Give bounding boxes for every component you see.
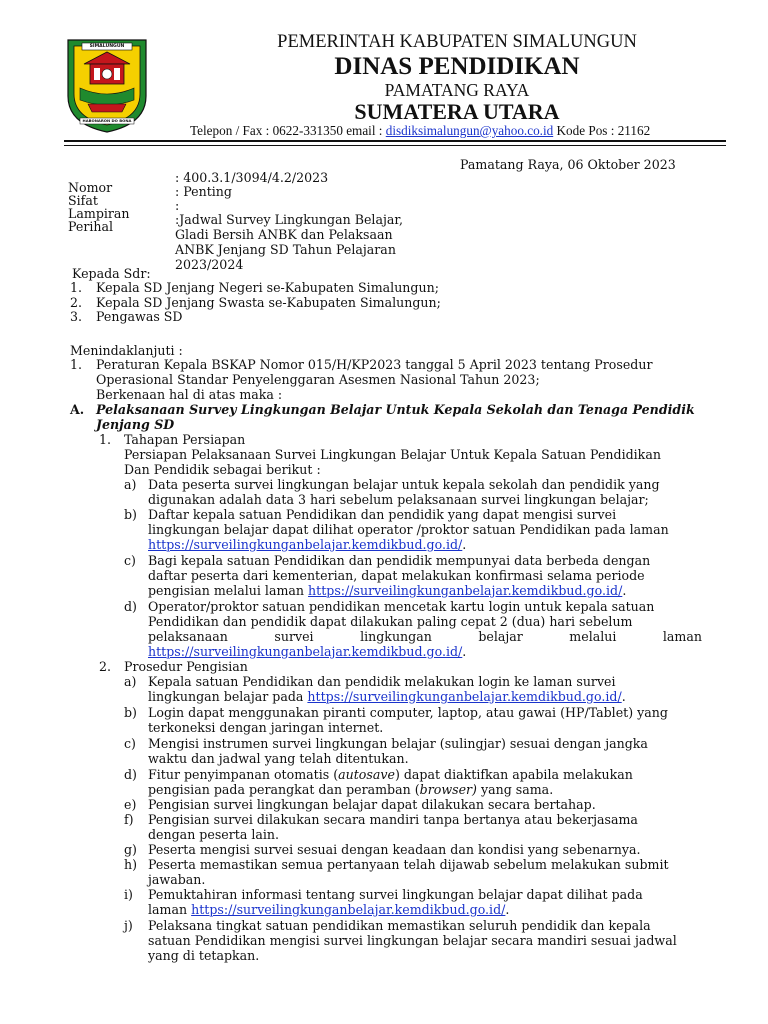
sub2-g-letter: g) [124, 842, 137, 857]
sub1-d-letter: d) [124, 599, 137, 614]
sub2-d-line2 [148, 782, 553, 798]
logo-bottom-text: HABONARON DO BONA [82, 118, 132, 123]
sub1-intro-line2: Dan Pendidik sebagai berikut : [124, 462, 321, 477]
sub2-title: Prosedur Pengisian [124, 659, 248, 674]
sub2-f-line2: dengan peserta lain. [148, 827, 280, 842]
sub1-intro-line1: Persiapan Pelaksanaan Survei Lingkungan Belajar Untuk Kepala Satuan Pendidikan [124, 447, 661, 462]
letterhead-province: SUMATERA UTARA [354, 99, 560, 124]
sub1-c-line3-text: pengisian melalui laman [148, 583, 309, 598]
letterhead-government: PEMERINTAH KABUPATEN SIMALUNGUN [277, 32, 637, 52]
sub1-a-letter: a) [124, 477, 137, 492]
sub2-c-line2: waktu dan jadwal yang telah ditentukan. [148, 751, 409, 766]
sub1-c-line3 [148, 583, 626, 599]
recipient-3: Pengawas SD [96, 309, 183, 324]
sub2-b-line1: Login dapat menggunakan piranti computer, laptop, atau gawai (HP/Tablet) yang [148, 705, 668, 720]
sub2-j-line3: yang di tetapkan. [148, 948, 260, 963]
sub2-b-letter: b) [124, 705, 137, 720]
letterhead-agency: DINAS PENDIDIKAN [334, 53, 580, 80]
intro-line1: Peraturan Kepala BSKAP Nomor 015/H/KP2023 tanggal 5 April 2023 tentang Prosedur [96, 357, 653, 372]
sub1-b-line1 [148, 507, 702, 523]
sub2-d-browser: browser) [419, 782, 477, 797]
sub2-h-line2: jawaban. [148, 872, 206, 887]
sub1-b-line2: lingkungan belajar dapat dilihat operator /proktor satuan Pendidikan pada laman [148, 522, 669, 537]
meta-label-sifat: Sifat [68, 193, 98, 208]
sub1-c-period: . [622, 583, 627, 598]
sub2-i-period: . [505, 902, 510, 917]
sub2-a-period: . [621, 689, 626, 704]
sub2-a-line1-text: Kepala satuan Pendidikan dan pendidik melakukan login ke laman survei [148, 674, 616, 689]
sub2-a-line2-text: lingkungan belajar pada [148, 689, 308, 704]
meta-label-perihal: Perihal [68, 219, 114, 234]
sub2-number: 2. [99, 659, 112, 674]
sub1-title: Tahapan Persiapan [124, 432, 246, 447]
sub2-j-line2: satuan Pendidikan mengisi survei lingkungan belajar secara mandiri sesuai jadwal [148, 933, 677, 948]
intro-line2: Operasional Standar Penyelenggaran Asesmen Nasional Tahun 2023; [96, 372, 540, 387]
recipients-heading: Kepada Sdr: [72, 266, 151, 281]
sub1-d-word: laman [662, 629, 702, 644]
sub1-c-line1: Bagi kepala satuan Pendidikan dan pendidik mempunyai data berbeda dengan [148, 553, 651, 568]
sub1-c-letter: c) [124, 553, 136, 568]
section-a-title-line2: Jenjang SD [96, 417, 175, 432]
survey-url-link[interactable]: https://surveilingkunganbelajar.kemdikbud.go.id/ [148, 644, 463, 659]
meta-lampiran-value: : [175, 198, 180, 213]
sub1-d-word: melalui [569, 629, 617, 644]
sub1-d-line3 [148, 629, 702, 645]
survey-url-link[interactable]: https://surveilingkunganbelajar.kemdikbud.go.id/ [308, 583, 623, 598]
sub2-i-line2-text: laman [148, 902, 192, 917]
contact-phone: Telepon / Fax : 0622-331350 email : [190, 123, 386, 138]
sub2-d-autosave: autosave [338, 767, 395, 782]
letterhead-divider [64, 140, 726, 146]
meta-perihal-line2: Gladi Bersih ANBK dan Pelaksaan [175, 227, 393, 242]
sub2-e-line1: Pengisian survei lingkungan belajar dapat dilakukan secara bertahap. [148, 797, 596, 812]
sub1-b-line3 [148, 537, 466, 553]
sub1-c-line2: daftar peserta dari kementerian, dapat melakukan konfirmasi selama periode [148, 568, 645, 583]
sub2-d-letter: d) [124, 767, 137, 782]
sub2-i-line2 [148, 902, 509, 918]
sub2-a-letter: a) [124, 674, 137, 689]
sub2-i-line1: Pemuktahiran informasi tentang survei lingkungan belajar dapat dilihat pada [148, 887, 643, 902]
intro-line3: Berkenaan hal di atas maka : [96, 387, 283, 402]
sub2-d-line1-b: ) dapat diaktifkan apabila melakukan [394, 767, 633, 782]
meta-perihal-line3: ANBK Jenjang SD Tahun Pelajaran [175, 242, 396, 257]
sub1-d-word: pelaksanaan [148, 629, 228, 644]
sub1-number: 1. [99, 432, 112, 447]
sub2-a-line1 [148, 674, 702, 690]
sub1-b-letter: b) [124, 507, 137, 522]
intro-item-number: 1. [70, 357, 83, 372]
sub2-d-line2-a: pengisian pada perangkat dan peramban ( [148, 782, 420, 797]
letterhead-contact [190, 123, 650, 139]
sub2-a-line2 [148, 689, 626, 705]
place-date: Pamatang Raya, 06 Oktober 2023 [460, 157, 676, 172]
sub1-d-period: . [462, 644, 467, 659]
contact-email-link[interactable]: disdiksimalungun@yahoo.co.id [385, 123, 554, 138]
sub1-b-line1-text: Daftar kepala satuan Pendidikan dan pendidik yang dapat mengisi survei [148, 507, 617, 522]
sub1-d-line2 [148, 614, 702, 630]
letterhead-city: PAMATANG RAYA [384, 80, 530, 100]
sub2-d-line1-a: Fitur penyimpanan otomatis ( [148, 767, 339, 782]
sub1-d-word: lingkungan [360, 629, 432, 644]
sub2-d-line1 [148, 767, 633, 783]
survey-url-link[interactable]: https://surveilingkunganbelajar.kemdikbud.go.id/ [307, 689, 622, 704]
sub1-a-line1: Data peserta survei lingkungan belajar untuk kepala sekolah dan pendidik yang [148, 477, 660, 492]
section-a-title-line1: Pelaksanaan Survey Lingkungan Belajar Untuk Kepala Sekolah dan Tenaga Pendidik [96, 402, 695, 417]
recipient-1: Kepala SD Jenjang Negeri se-Kabupaten Simalungun; [96, 280, 439, 295]
recipient-3-number: 3. [70, 309, 83, 324]
sub2-c-line1: Mengisi instrumen survei lingkungan belajar (sulingjar) sesuai dengan jangka [148, 736, 648, 751]
meta-perihal-line4: 2023/2024 [175, 257, 244, 272]
meta-sifat-value: : Penting [175, 184, 232, 199]
sub2-g-line1: Peserta mengisi survei sesuai dengan keadaan dan kondisi yang sebenarnya. [148, 842, 641, 857]
sub2-h-line1: Peserta memastikan semua pertanyaan telah dijawab sebelum melakukan submit [148, 857, 669, 872]
sub2-j-line1: Pelaksana tingkat satuan pendidikan memastikan seluruh pendidik dan kepala [148, 918, 651, 933]
sub1-d-line2-text: Pendidikan dan pendidik dapat dilakukan paling cepat 2 (dua) hari sebelum [148, 614, 633, 629]
recipient-2: Kepala SD Jenjang Swasta se-Kabupaten Simalungun; [96, 295, 441, 310]
sub2-h-letter: h) [124, 857, 138, 872]
meta-label-lampiran: Lampiran [68, 206, 130, 221]
survey-url-link[interactable]: https://surveilingkunganbelajar.kemdikbud.go.id/ [148, 537, 463, 552]
sub2-j-letter: j) [124, 918, 133, 933]
sub2-e-letter: e) [124, 797, 137, 812]
logo-top-text: SIMALUNGUN [89, 44, 125, 49]
sub1-d-line1: Operator/proktor satuan pendidikan mencetak kartu login untuk kepala satuan [148, 599, 655, 614]
sub2-f-letter: f) [124, 812, 134, 827]
meta-nomor-value: : 400.3.1/3094/4.2/2023 [175, 170, 329, 185]
sub1-d-word: belajar [478, 629, 523, 644]
sub1-d-word: survei [274, 629, 314, 644]
recipient-2-number: 2. [70, 295, 83, 310]
sub2-d-line2-b: yang sama. [476, 782, 554, 797]
sub2-i-letter: i) [124, 887, 133, 902]
sub1-a-line2: digunakan adalah data 3 hari sebelum pelaksanaan survei lingkungan belajar; [148, 492, 649, 507]
recipient-1-number: 1. [70, 280, 83, 295]
sub2-f-line1: Pengisian survei dilakukan secara mandiri tanpa bertanya atau bekerjasama [148, 812, 638, 827]
survey-url-link[interactable]: https://surveilingkunganbelajar.kemdikbud.go.id/ [191, 902, 506, 917]
sub1-b-period: . [462, 537, 467, 552]
sub2-b-line2: terkoneksi dengan jaringan internet. [148, 720, 384, 735]
meta-label-nomor: Nomor [68, 180, 113, 195]
meta-perihal-line1: :Jadwal Survey Lingkungan Belajar, [175, 212, 404, 227]
intro-heading: Menindaklanjuti : [70, 343, 183, 358]
sub1-d-line4 [148, 644, 466, 660]
section-a-label: A. [70, 402, 85, 417]
contact-postal: Kode Pos : 21162 [553, 123, 651, 138]
sub2-c-letter: c) [124, 736, 136, 751]
